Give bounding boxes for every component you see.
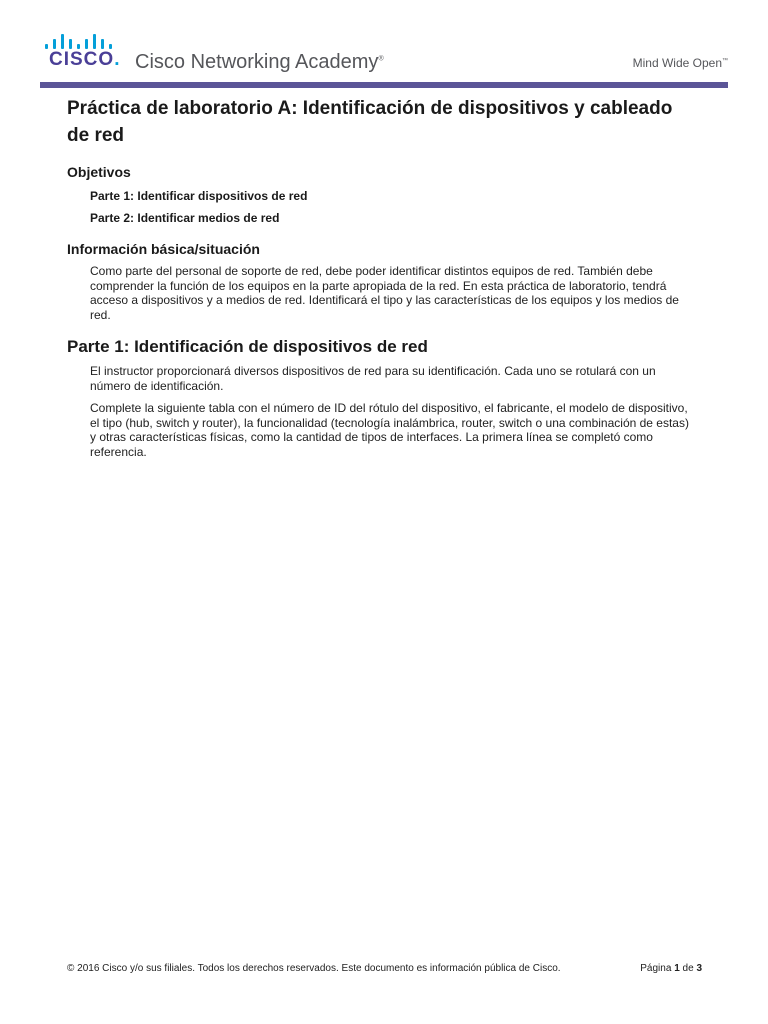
- copyright-notice: © 2016 Cisco y/o sus filiales. Todos los derechos reservados. Este documento es información pública de Cisco.: [67, 963, 561, 974]
- part1-paragraph: El instructor proporcionará diversos dispositivos de red para su identificación. Cada uno se rotulará con un número de identificación.: [90, 364, 656, 393]
- page-number: Página 1 de 3: [640, 963, 702, 974]
- page-header: [0, 0, 768, 90]
- background-heading: Información básica/situación: [67, 241, 260, 257]
- header-rule: [40, 82, 728, 88]
- document-title: Práctica de laboratorio A: Identificación de dispositivos y cableado de red: [67, 98, 673, 146]
- part1-paragraph: Complete la siguiente tabla con el número de ID del rótulo del dispositivo, el fabricante, el modelo de dispositivo, el tipo (hub, switch y router), la funcionalidad (tecnología inalámbrica, router, switch o una combinación de estas) y otras características físicas, como la cantidad de tipos de interfaces. La primera línea se completó como referencia.: [90, 401, 689, 459]
- part1-heading: Parte 1: Identificación de dispositivos de red: [67, 337, 428, 356]
- document-body: [67, 95, 695, 459]
- cisco-logo-text: CISCO.: [49, 49, 121, 70]
- objective-item: Parte 1: Identificar dispositivos de red: [90, 189, 308, 203]
- objectives-heading: Objetivos: [67, 164, 131, 180]
- cisco-bars-icon: [45, 31, 117, 49]
- objective-item: Parte 2: Identificar medios de red: [90, 211, 280, 225]
- background-paragraph: Como parte del personal de soporte de red, debe poder identificar distintos equipos de red. También debe comprender la función de los equipos en la parte apropiada de la red. En esta práctica de laboratorio, tendrá acceso a dispositivos y a medios de red. Identificará el tipo y las características de los equipos y los medios de red.: [90, 264, 679, 322]
- tagline: Mind Wide Open™: [632, 56, 728, 70]
- academy-name: Cisco Networking Academy®: [135, 51, 384, 73]
